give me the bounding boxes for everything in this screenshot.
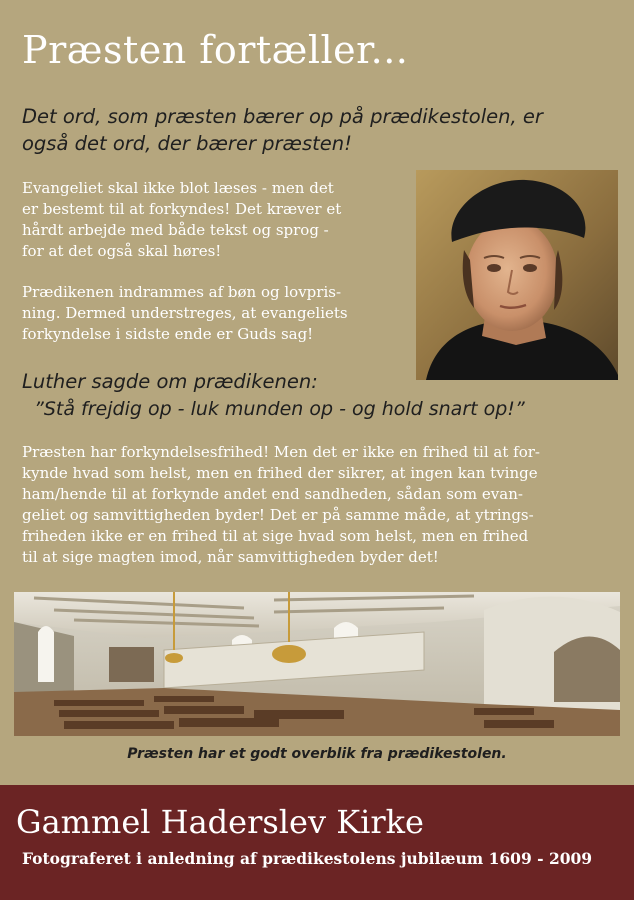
paragraph-freedom: [22, 442, 622, 568]
luther-quote: ”Stå frejdig op - luk munden op - og hold snart op!”: [34, 398, 525, 420]
opening-quote-line: også det ord, der bærer præsten!: [22, 132, 352, 155]
paragraph-line: forkyndelse i sidste ende er Guds sag!: [22, 325, 314, 343]
church-interior-image: [14, 592, 620, 736]
paragraph-line: ham/hende til at forkynde andet end sandheden, sådan som evan-: [22, 485, 523, 503]
page-title: Præsten fortæller...: [22, 28, 409, 72]
paragraph-line: Præsten har forkyndelsesfrihed! Men det er ikke en frihed til at for-: [22, 443, 540, 461]
paragraph-line: kynde hvad som helst, men en frihed der sikrer, at ingen kan tvinge: [22, 464, 538, 482]
paragraph-line: friheden ikke er en frihed til at sige hvad som helst, men en frihed: [22, 527, 529, 545]
paragraph-line: Evangeliet skal ikke blot læses - men det: [22, 179, 334, 197]
photo-caption: Præsten har et godt overblik fra prædikestolen.: [127, 746, 507, 762]
footer-title: Gammel Haderslev Kirke: [16, 803, 424, 841]
luther-quote-label: Luther sagde om prædikenen:: [22, 370, 318, 393]
paragraph-line: til at sige magten imod, når samvittigheden byder det!: [22, 548, 439, 566]
paragraph-line: geliet og samvittigheden byder! Det er på samme måde, at ytrings-: [22, 506, 534, 524]
footer-banner: [0, 785, 634, 900]
opening-quote: [22, 103, 622, 157]
footer-subtitle: Fotograferet i anledning af prædikestolens jubilæum 1609 - 2009: [22, 849, 593, 868]
paragraph-gospel: [22, 178, 402, 262]
paragraph-line: hårdt arbejde med både tekst og sprog -: [22, 221, 329, 239]
paragraph-line: Prædikenen indrammes af bøn og lovpris-: [22, 283, 342, 301]
paragraph-line: er bestemt til at forkyndes! Det kræver et: [22, 200, 342, 218]
paragraph-line: for at det også skal høres!: [22, 242, 222, 260]
opening-quote-line: Det ord, som præsten bærer op på prædikestolen, er: [22, 105, 543, 128]
paragraph-sermon: [22, 282, 402, 345]
paragraph-line: ning. Dermed understreges, at evangeliets: [22, 304, 348, 322]
luther-portrait-image: [416, 170, 618, 380]
